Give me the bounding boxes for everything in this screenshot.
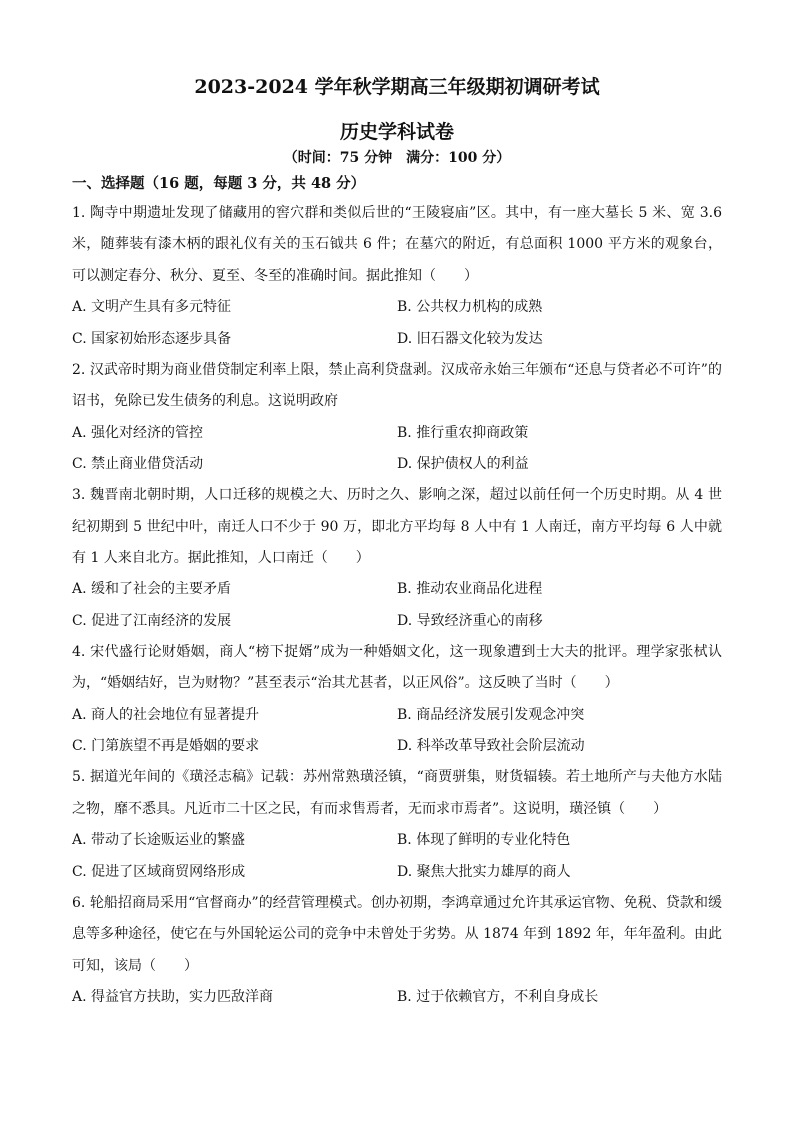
section-heading: 一、选择题（16 题，每题 3 分，共 48 分） bbox=[72, 175, 366, 192]
question-6 bbox=[72, 888, 722, 1014]
options bbox=[72, 982, 722, 1013]
question-4 bbox=[72, 637, 722, 762]
option-c: C. 促进了区域商贸网络形成 bbox=[72, 863, 246, 880]
option-b: B. 过于依赖官方，不利自身成长 bbox=[397, 989, 599, 1006]
option-a: A. 缓和了社会的主要矛盾 bbox=[72, 581, 232, 598]
option-d: D. 导致经济重心的南移 bbox=[397, 612, 543, 629]
question-3 bbox=[72, 480, 722, 637]
options bbox=[72, 825, 722, 888]
exam-meta: （时间：75 分钟 满分：100 分） bbox=[283, 150, 511, 166]
option-b: B. 公共权力机构的成熟 bbox=[397, 299, 543, 316]
option-d: D. 科举改革导致社会阶层流动 bbox=[397, 738, 585, 755]
option-c: C. 禁止商业借贷活动 bbox=[72, 455, 204, 472]
question-1 bbox=[72, 198, 722, 355]
option-a: A. 带动了长途贩运业的繁盛 bbox=[72, 832, 246, 849]
question-stem: 3. 魏晋南北朝时期，人口迁移的规模之大、历时之久、影响之深，超过以前任何一个历史时期。从 4 世纪初期到 5 世纪中叶，南迁人口不少于 90 万，即北方平均每 8 人中有 1 人南迁，南方平均每 6 人中就有 1 人来自北方。据此推知，人口南迁（ ） bbox=[72, 487, 722, 567]
option-a: A. 强化对经济的管控 bbox=[72, 424, 204, 441]
question-stem: 6. 轮船招商局采用“官督商办”的经营管理模式。创办初期，李鸿章通过允许其承运官物、免税、贷款和缓息等多种途径，使它在与外国轮运公司的竞争中未曾处于劣势。从 1874 年到 1892 年，年年盈利。由此可知，该局（ ） bbox=[72, 894, 722, 974]
option-d: D. 旧石器文化较为发达 bbox=[397, 330, 543, 347]
options bbox=[72, 292, 722, 355]
question-5 bbox=[72, 762, 722, 887]
option-c: C. 国家初始形态逐步具备 bbox=[72, 330, 232, 347]
option-b: B. 商品经济发展引发观念冲突 bbox=[397, 706, 585, 723]
option-d: D. 聚焦大批实力雄厚的商人 bbox=[397, 863, 571, 880]
question-stem: 5. 据道光年间的《璜泾志稿》记载：苏州常熟璜泾镇，“商贾骈集，财货辐辏。若土地所产与夫他方水陆之物，靡不悉具。凡近市二十区之民，有而求售焉者，无而求市焉者”。这说明，璜泾镇（ ） bbox=[72, 769, 722, 817]
options bbox=[72, 418, 722, 481]
question-stem: 2. 汉武帝时期为商业借贷制定利率上限，禁止高利贷盘剥。汉成帝永始三年颁布“还息与贷者必不可许”的诏书，免除已发生债务的利息。这说明政府 bbox=[72, 361, 722, 410]
question-stem: 1. 陶寺中期遗址发现了储藏用的窖穴群和类似后世的“王陵寝庙”区。其中，有一座大墓长 5 米、宽 3.6 米，随葬装有漆木柄的跟礼仪有关的玉石钺共 6 件；在墓穴的附近，有总面积 1000 平方米的观象台，可以测定春分、秋分、夏至、冬至的准确时间。据此推知（ ） bbox=[72, 205, 722, 284]
option-a: A. 商人的社会地位有显著提升 bbox=[72, 706, 260, 723]
option-b: B. 推动农业商品化进程 bbox=[397, 581, 543, 598]
option-c: C. 门第族望不再是婚姻的要求 bbox=[72, 738, 260, 755]
question-list bbox=[72, 198, 722, 1013]
option-c: C. 促进了江南经济的发展 bbox=[72, 612, 232, 629]
option-b: B. 体现了鲜明的专业化特色 bbox=[397, 832, 571, 849]
option-a: A. 文明产生具有多元特征 bbox=[72, 299, 232, 316]
exam-title: 2023-2024 学年秋学期高三年级期初调研考试 bbox=[194, 76, 600, 98]
question-2 bbox=[72, 355, 722, 480]
options bbox=[72, 700, 722, 763]
options bbox=[72, 574, 722, 637]
option-b: B. 推行重农抑商政策 bbox=[397, 424, 529, 441]
exam-subtitle: 历史学科试卷 bbox=[339, 121, 454, 143]
option-a: A. 得益官方扶助，实力匹敌洋商 bbox=[72, 989, 274, 1006]
option-d: D. 保护债权人的利益 bbox=[397, 455, 529, 472]
question-stem: 4. 宋代盛行论财婚姻，商人“榜下捉婿”成为一种婚姻文化，这一现象遭到士大夫的批评。理学家张栻认为，“婚姻结好，岂为财物？”甚至表示“治其尤甚者，以正风俗”。这反映了当时（ ） bbox=[72, 644, 722, 692]
